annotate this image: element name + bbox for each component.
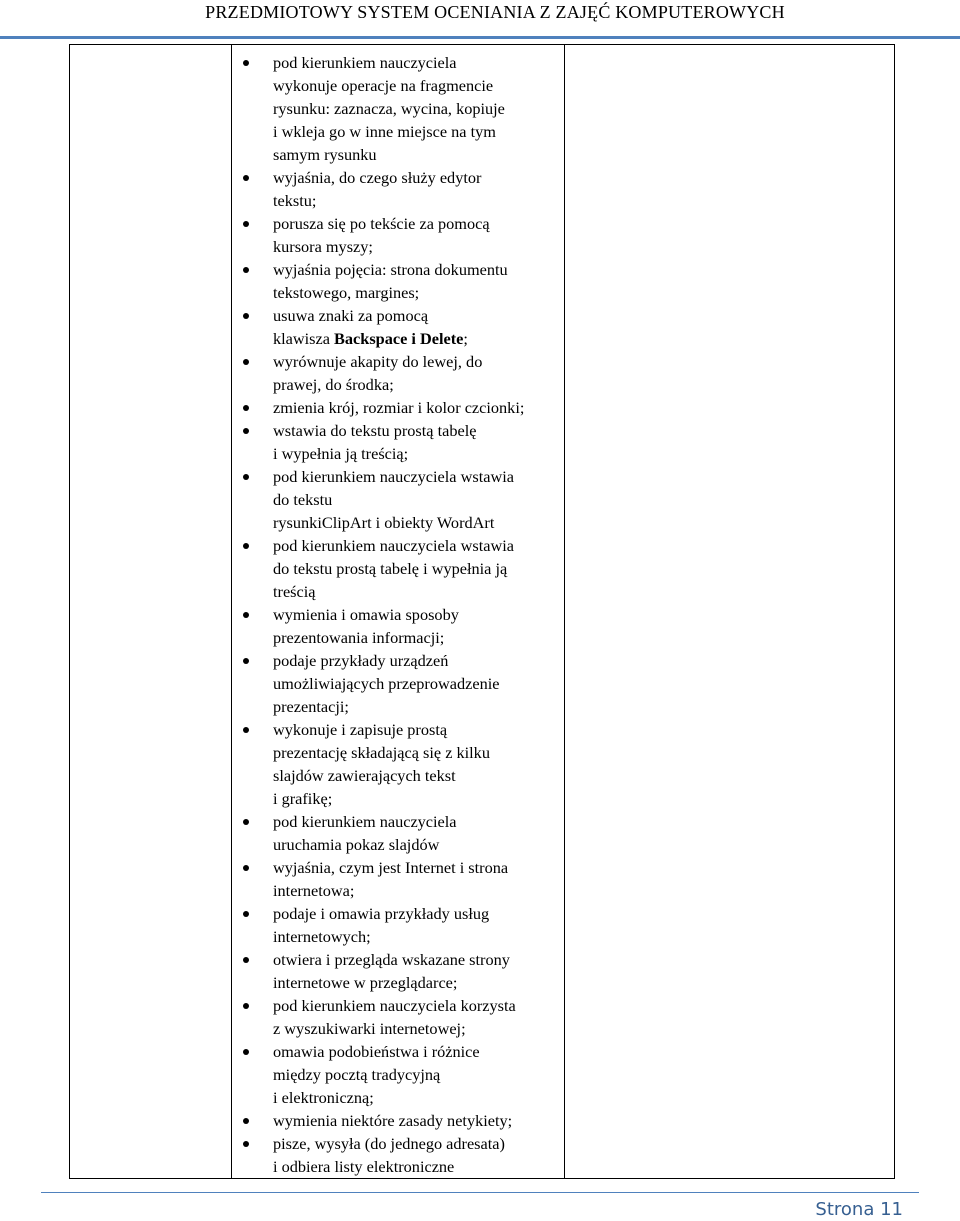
list-item: pod kierunkiem nauczyciela korzysta z wyszukiwarki internetowej; [232, 994, 564, 1040]
list-item: wyjaśnia pojęcia: strona dokumentu tekstowego, margines; [232, 258, 564, 304]
list-item: pod kierunkiem nauczyciela wstawia do tekstu prostą tabelę i wypełnia ją treścią [232, 534, 564, 603]
page-header-title: PRZEDMIOTOWY SYSTEM OCENIANIA Z ZAJĘĆ KOMPUTEROWYCH [205, 2, 785, 22]
list-item: wyjaśnia, czym jest Internet i strona internetowa; [232, 856, 564, 902]
list-item: usuwa znaki za pomocą klawisza Backspace i Delete; [232, 304, 564, 350]
footer-rule [41, 1192, 919, 1193]
list-item: wykonuje i zapisuje prostą prezentację składającą się z kilku slajdów zawierających tekst i grafikę; [232, 718, 564, 810]
requirements-table [69, 44, 895, 1179]
list-item: pod kierunkiem nauczyciela uruchamia pokaz slajdów [232, 810, 564, 856]
list-item: zmienia krój, rozmiar i kolor czcionki; [232, 396, 564, 419]
requirements-cell [232, 45, 565, 1179]
list-item: podaje przykłady urządzeń umożliwiających przeprowadzenie prezentacji; [232, 649, 564, 718]
list-item: otwiera i przegląda wskazane strony internetowe w przeglądarce; [232, 948, 564, 994]
list-item: wstawia do tekstu prostą tabelę i wypełnia ją treścią; [232, 419, 564, 465]
list-item: omawia podobieństwa i różnice między pocztą tradycyjną i elektroniczną; [232, 1040, 564, 1109]
list-item: wymienia i omawia sposoby prezentowania informacji; [232, 603, 564, 649]
empty-cell-right [565, 45, 895, 1179]
empty-cell-left [70, 45, 232, 1179]
list-item: wyjaśnia, do czego służy edytor tekstu; [232, 166, 564, 212]
list-item: pod kierunkiem nauczyciela wstawia do tekstu rysunkiClipArt i obiekty WordArt [232, 465, 564, 534]
requirements-list [232, 51, 564, 1178]
header-rule [0, 36, 960, 39]
list-item: wyrównuje akapity do lewej, do prawej, do środka; [232, 350, 564, 396]
table-row [70, 45, 895, 1179]
page-number: Strona 11 [815, 1199, 903, 1220]
list-item: wymienia niektóre zasady netykiety; [232, 1109, 564, 1132]
list-item: pisze, wysyła (do jednego adresata) i odbiera listy elektroniczne [232, 1132, 564, 1178]
list-item: pod kierunkiem nauczyciela wykonuje operacje na fragmencie rysunku: zaznacza, wycina, kopiuje i wkleja go w inne miejsce na tym samym rysunku [232, 51, 564, 166]
list-item: podaje i omawia przykłady usług internetowych; [232, 902, 564, 948]
list-item: porusza się po tekście za pomocą kursora myszy; [232, 212, 564, 258]
